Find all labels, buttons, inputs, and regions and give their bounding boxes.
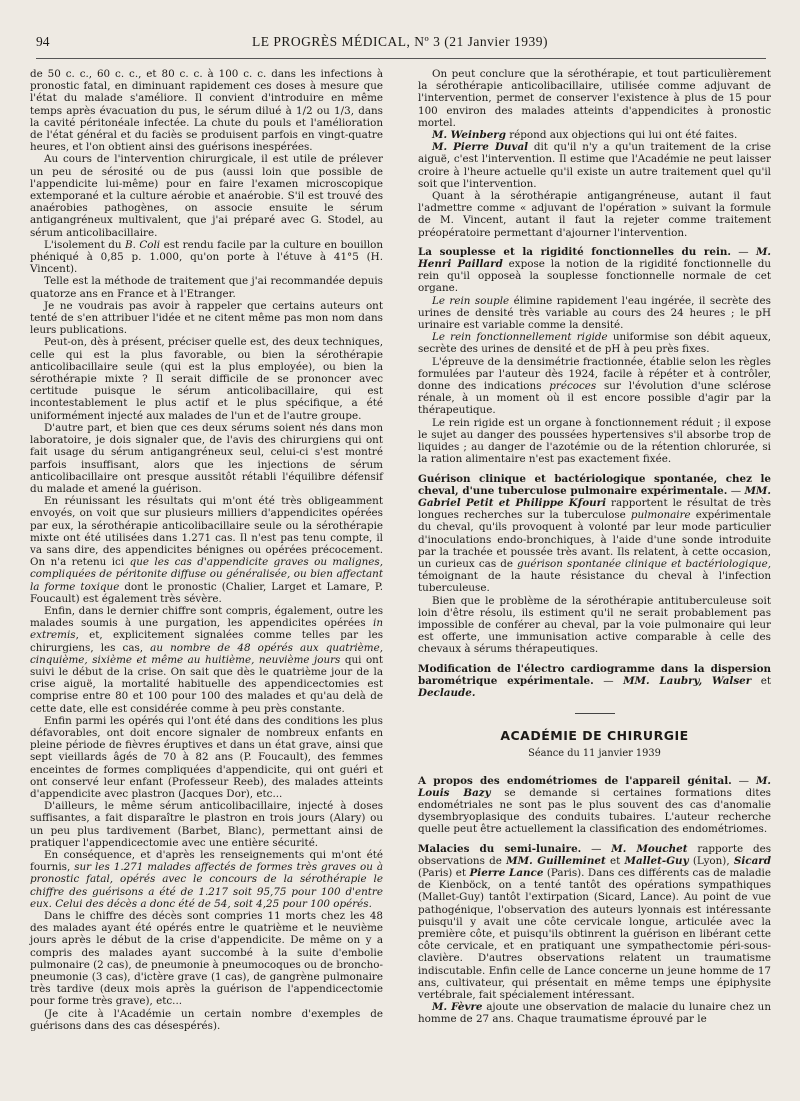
section-divider [575,713,615,714]
paragraph: M. Weinberg répond aux objections qui lui ont été faites. [432,129,738,142]
paragraph: En conséquence, et d'après les renseignements qui m'ont été fournis, sur les 1.271 malades affectés de formes très graves ou à pronostic fatal, opérés avec le concours de la sérothérapie le chiffre des guérisons a été de 1.217 soit 95,75 pour 100 d'entre eux. Celui des décès a donc été de 54, soit 4,25 pour 100 opérés. [30,849,383,910]
section-title: Guérison clinique et bactériologique spontanée, chez le cheval, d'une tuberculose pulmonaire expérimentale. [418,472,771,497]
header-rule [36,58,766,59]
paragraph: Telle est la méthode de traitement que j'ai recommandée depuis quatorze ans en France et à l'Etranger. [30,275,383,300]
paragraph: Je ne voudrais pas avoir à rappeler que certains auteurs ont tenté de s'en attribuer l'idée et ne citent même pas mon nom dans leurs publications. [30,299,383,337]
paragraph: L'isolement du B. Coli est rendu facile par la culture en bouillon phéniqué à 0,85 p. 1.000, qu'on porte à l'étuve à 41°5 (H. Vincent). [30,238,384,276]
paragraph: Bien que le problème de la sérothérapie antituberculeuse soit loin d'être résolu, ils estiment qu'il ne serait probablement pas impossible de conférer au cheval, par la voie pulmonaire qui leur est offerte, une immunisation active comparable à celle des chevaux à sérums thérapeutiques. [418,594,771,656]
paragraph: En réunissant les résultats qui m'ont été très obligeamment envoyés, on voit que sur plusieurs milliers d'appendicites opérées par eux, la sérothérapie anticolibacillaire seule ou la sérothérapie mixte ont été utilisées dans 1.271 cas. Il n'est pas tenu compte, il va sans dire, des appendicites bénignes ou opérées précocement. On n'a retenu ici que les cas d'appendicite graves ou malignes, compliquées de péritonite diffuse ou généralisée, ou bien affectant la forme toxique dont le pronostic (Chalier, Larget et Lamare, P. Foucault) est également très sévère. [30,495,384,605]
paragraph: Enfin, dans le dernier chiffre sont compris, également, outre les malades soumis à une purgation, les appendicites opérées in extremis, et, explicitement signalées comme telles par les chirurgiens, les cas, au nombre de 48 opérés aux quatrième, cinquième, sixième et même au huitième, neuvième jours qui ont suivi le début de la crise. On sait que dès le quatrième jour de la crise aiguë, la mortalité habituelle des appendicectomies est comprise entre 80 et 100 pour 100 des malades et qu'au delà de cette date, elle est considérée comme à peu près constante. [30,604,384,715]
paragraph: de 50 c. c., 60 c. c., et 80 c. c. à 100 c. c. dans les infections à pronostic fatal, en diminuant rapidement ces doses à mesure que l'état du malade s'améliore. Il convient d'introduire en même temps après évacuation du pus, le sérum dilué à 1/2 ou 1/3, dans la cavité péritonéale infectée. La chute du pouls et l'amélioration de l'état général et du faciès se produisent parfois en vingt-quatre heures, et l'on obtient ainsi des guérisons inespérées. [30,68,383,154]
right-column [418,68,771,1026]
section-title: La souplesse et la rigidité fonctionnelles du rein. [418,245,731,258]
running-head [30,34,770,54]
paragraph: On peut conclure que la sérothérapie, et tout particulièrement la sérothérapie anticolibacillaire, utilisée comme adjuvant de l'intervention, permet de conserver l'existence à plus de 15 pour 100 environ des malades atteints d'appendicites à pronostic mortel. [418,68,771,129]
section-malacies: Malacies du semi-lunaire. — M. Mouchet rapporte des observations de MM. Guilleminet et Mallet-Guy (Lyon), Sicard (Paris) et Pierre Lance (Paris). Dans ces différents cas de maladie de Kienböck, on a tenté tantôt des opérations sympathiques (Mallet-Guy) tantôt l'extirpation (Sicard, Lance). Au point de vue pathogénique, l'observation des auteurs lyonnais est intéressante puisqu'il y avait une côte cervicale longue, articulée avec la première côte, et puisqu'ils obtinrent la guérison en libérant cette côte cervicale, et en pratiquant une sympathectomie péri-sous-clavière. D'autres observations relatent un traumatisme indiscutable. Enfin celle de Lance concerne un jeune homme de 17 ans, cultivateur, qui présentait en même temps une épiphysite vertébrale, fait spécialement intéressant. [418,842,772,1002]
paragraph: M. Pierre Duval dit qu'il n'y a qu'un traitement de la crise aiguë, c'est l'intervention. Il estime que l'Académie ne peut laisser croire à l'heure actuelle qu'il existe un autre traitement quel qu'il soit que l'intervention. [418,141,771,190]
paragraph: L'épreuve de la densimétrie fractionnée, établie selon les règles formulées par l'auteur dès 1924, facile à répéter et à contrôler, donne des indications précoces sur l'évolution d'une sclérose rénale, à un moment où il est encore possible d'agir par la thérapeutique. [418,355,772,417]
paragraph: (Je cite à l'Académie un certain nombre d'exemples de guérisons dans des cas désespérés). [30,1007,383,1032]
section-title: A propos des endométriomes de l'appareil génital. [418,774,732,787]
page-number: 94 [36,34,50,49]
academy-heading: ACADÉMIE DE CHIRURGIE [500,728,689,744]
section-souplesse: La souplesse et la rigidité fonctionnelles du rein. — M. Henri Paillard expose la notion de la rigidité fonctionnelle du rein qu'il opposeà la souplesse fonctionnelle normale de cet organe. [418,245,771,295]
paragraph: Le rein souple élimine rapidement l'eau ingérée, il secrète des urines de densité très variable au cours des 24 heures ; le pH urinaire est variable comme la densité. [418,294,771,332]
paragraph: D'ailleurs, le même sérum anticolibacillaire, injecté à doses suffisantes, a fait disparaître le plastron en trois jours (Alary) ou un peu plus tardivement (Barbet, Blanc), permettant ainsi de pratiquer l'appendicectomie avec une entière sécurité. [30,800,383,849]
paragraph: M. Fèvre ajoute une observation de malacie du lunaire chez un homme de 27 ans. Chaque traumatisme éprouvé par le [418,1001,771,1026]
session-date: Séance du 11 janvier 1939 [528,748,661,760]
section-electro: Modification de l'électro cardiogramme dans la dispersion barométrique expérimentale. — MM. Laubry, Walser et Declaude. [418,662,771,699]
running-title: LE PROGRÈS MÉDICAL, Nº 3 (21 Janvier 1939) [252,34,548,49]
paragraph: Enfin parmi les opérés qui l'ont été dans des conditions les plus défavorables, ont doit encore signaler de nombreux enfants en pleine période de fièvres éruptives et dans un état grave, ainsi que sept vieillards âgés de 70 à 82 ans (P. Foucault), des femmes enceintes de formes compliquées d'appendicite, qui ont guéri et ont conservé leur enfant (Professeur Reeb), des malades atteints d'appendicite avec plastron (Jacques Dor), etc... [30,714,383,800]
left-column [30,68,383,1032]
section-title: Malacies du semi-lunaire. [418,842,582,855]
section-endometriomes: A propos des endométriomes de l'appareil génital. — M. Louis Bazy se demande si certaines formations dites endométriales ne sont pas le plus souvent des cas d'anomalie dysembryoplasique des conduits tubaires. L'auteur recherche quelle peut être actuellement la classification des endométriomes. [418,774,771,836]
paragraph: Au cours de l'intervention chirurgicale, il est utile de prélever un peu de sérosité ou de pus (aussi loin que possible de l'appendicite lui-même) pour en faire l'examen microscopique extemporané et la culture aérobie et anaérobie. S'il est trouvé des anaérobies pathogènes, on associe ensuite le sérum antigangréneux multivalent, que j'ai préparé avec G. Stodel, au sérum anticolibacillaire. [30,153,383,239]
paragraph: D'autre part, et bien que ces deux sérums soient nés dans mon laboratoire, je dois signaler que, de l'avis des chirurgiens qui ont fait usage du sérum antigangréneux seul, celui-ci s'est montré parfois insuffisant, alors que les injections de sérum anticolibacillaire ont presque aussitôt rétabli l'équilibre défensif du malade et amené la guérison. [30,421,383,495]
paragraph: Dans le chiffre des décès sont compries 11 morts chez les 48 des malades ayant été opérés entre le quatrième et le neuvième jours après le début de la crise d'appendicite. De même on y a compris des malades ayant succombé à la suite d'embolie pulmonaire (2 cas), de pneumonie à pneumocoques ou de broncho-pneumonie (3 cas), d'ictère grave (1 cas), de gangrène pulmonaire très tardive (deux mois après la guérison de l'appendicectomie pour forme très grave), etc... [30,910,383,1008]
paragraph: Peut-on, dès à présent, préciser quelle est, des deux techniques, celle qui est la plus favorable, ou bien la sérothérapie anticolibacillaire seule (qui est la plus employée), ou bien la sérothérapie mixte ? Il serait difficile de se prononcer avec certitude puisque le sérum anticolibacillaire, qui est incontestablement le plus actif et le plus spécifique, a été uniformément injecté aux malades de l'un et de l'autre groupe. [30,336,383,422]
section-guerison: Guérison clinique et bactériologique spontanée, chez le cheval, d'une tuberculose pulmonaire expérimentale. — MM. Gabriel Petit et Philippe Kfouri rapportent le résultat de très longues recherches sur la tuberculose pulmonaire expérimentale du cheval, qu'ils provoquent à volonté par leur mode particulier d'inoculations endo-bronchiques, à l'aide d'une sonde introduite par la trachée et poussée très avant. Ils relatent, à cette occasion, un curieux cas de guérison spontanée clinique et bactériologique, témoignant de la haute résistance du cheval à l'infection tuberculeuse. [418,472,771,595]
paragraph: Le rein fonctionnellement rigide uniformise son débit aqueux, secrète des urines de densité et de pH à peu près fixes. [418,331,771,356]
section-title: Modification de l'électro cardiogramme dans la dispersion barométrique expérimentale. [418,662,771,687]
paragraph: Le rein rigide est un organe à fonctionnement réduit ; il expose le sujet au danger des poussées hypertensives s'il absorbe trop de liquides ; au danger de l'azotémie ou de la rétention chlorurée, si la ration alimentaire n'est pas exactement fixée. [418,416,771,466]
paragraph: Quant à la sérothérapie antigangréneuse, autant il faut l'admettre comme « adjuvant de l'opération » suivant la formule de M. Vincent, autant il faut la rejeter comme traitement préopératoire permettant d'ajourner l'intervention. [418,190,771,239]
